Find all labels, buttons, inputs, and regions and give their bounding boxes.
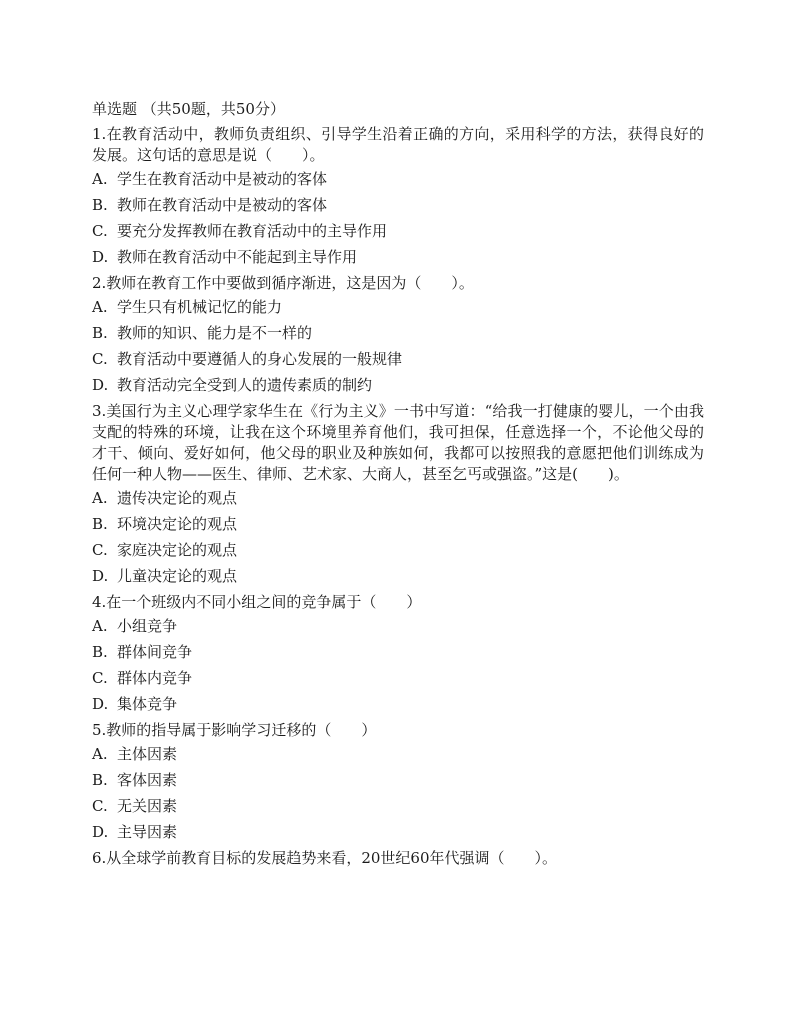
- option-letter: A.: [92, 617, 108, 635]
- option-letter: D.: [92, 823, 109, 841]
- option-text: 集体竞争: [117, 695, 178, 713]
- option-text: 家庭决定论的观点: [117, 541, 238, 559]
- answer-option: [92, 744, 704, 765]
- option-text: 儿童决定论的观点: [117, 567, 238, 585]
- question-item: [92, 592, 704, 715]
- question-item: [92, 273, 704, 396]
- answer-option: [92, 247, 704, 268]
- option-text: 遗传决定论的观点: [117, 489, 238, 507]
- question-stem: 6.从全球学前教育目标的发展趋势来看，20世纪60年代强调（ ）。: [92, 849, 557, 867]
- answer-option: [92, 375, 704, 396]
- answer-option: [92, 668, 704, 689]
- answer-option: [92, 566, 704, 587]
- option-letter: D.: [92, 248, 109, 266]
- option-letter: C.: [92, 669, 108, 687]
- question-stem: 5.教师的指导属于影响学习迁移的（ ）: [92, 721, 377, 739]
- option-letter: A.: [92, 745, 108, 763]
- answer-option: [92, 796, 704, 817]
- option-text: 教师的知识、能力是不一样的: [117, 324, 313, 342]
- option-text: 要充分发挥教师在教育活动中的主导作用: [117, 222, 388, 240]
- option-letter: B.: [92, 771, 108, 789]
- option-text: 群体间竞争: [117, 643, 193, 661]
- option-text: 教育活动中要遵循人的身心发展的一般规律: [117, 350, 403, 368]
- option-letter: D.: [92, 695, 109, 713]
- option-letter: C.: [92, 797, 108, 815]
- option-text: 主体因素: [117, 745, 178, 763]
- option-letter: C.: [92, 222, 108, 240]
- question-stem: 3.美国行为主义心理学家华生在《行为主义》一书中写道：“给我一打健康的婴儿，一个由我支配的特殊的环境，让我在这个环境里养育他们，我可担保，任意选择一个，不论他父母的才干、倾向、爱好如何，他父母的职业及种族如何，我都可以按照我的意愿把他们训练成为任何一种人物——医生、律师、艺术家、大商人，甚至乞丐或强盗。”这是( )。: [92, 402, 704, 483]
- question-list: [92, 124, 704, 869]
- option-letter: B.: [92, 515, 108, 533]
- option-text: 学生只有机械记忆的能力: [117, 298, 283, 316]
- question-item: [92, 124, 704, 268]
- exam-page: [92, 98, 704, 872]
- answer-option: [92, 323, 704, 344]
- option-letter: B.: [92, 643, 108, 661]
- answer-option: [92, 616, 704, 637]
- answer-option: [92, 195, 704, 216]
- answer-option: [92, 694, 704, 715]
- answer-option: [92, 297, 704, 318]
- option-text: 群体内竞争: [117, 669, 193, 687]
- answer-option: [92, 514, 704, 535]
- option-text: 环境决定论的观点: [117, 515, 238, 533]
- option-letter: D.: [92, 567, 109, 585]
- question-stem: 2.教师在教育工作中要做到循序渐进，这是因为（ ）。: [92, 274, 474, 292]
- option-text: 教师在教育活动中是被动的客体: [117, 196, 328, 214]
- option-letter: A.: [92, 170, 108, 188]
- option-letter: B.: [92, 324, 108, 342]
- option-letter: C.: [92, 541, 108, 559]
- question-item: [92, 401, 704, 587]
- answer-option: [92, 770, 704, 791]
- answer-option: [92, 221, 704, 242]
- answer-option: [92, 349, 704, 370]
- option-text: 小组竞争: [117, 617, 178, 635]
- option-text: 教育活动完全受到人的遗传素质的制约: [117, 376, 373, 394]
- option-text: 学生在教育活动中是被动的客体: [117, 170, 328, 188]
- question-stem: 4.在一个班级内不同小组之间的竞争属于（ ）: [92, 593, 422, 611]
- option-letter: D.: [92, 376, 109, 394]
- answer-option: [92, 488, 704, 509]
- option-text: 客体因素: [117, 771, 178, 789]
- option-text: 无关因素: [117, 797, 178, 815]
- option-text: 教师在教育活动中不能起到主导作用: [117, 248, 358, 266]
- option-letter: A.: [92, 298, 108, 316]
- answer-option: [92, 642, 704, 663]
- answer-option: [92, 822, 704, 843]
- option-letter: A.: [92, 489, 108, 507]
- question-item: [92, 848, 704, 869]
- section-header: 单选题 （共50题，共50分）: [92, 100, 285, 118]
- question-stem: 1.在教育活动中，教师负责组织、引导学生沿着正确的方向，采用科学的方法，获得良好的发展。这句话的意思是说（ ）。: [92, 125, 704, 164]
- answer-option: [92, 169, 704, 190]
- option-letter: C.: [92, 350, 108, 368]
- option-text: 主导因素: [117, 823, 178, 841]
- question-item: [92, 720, 704, 843]
- answer-option: [92, 540, 704, 561]
- option-letter: B.: [92, 196, 108, 214]
